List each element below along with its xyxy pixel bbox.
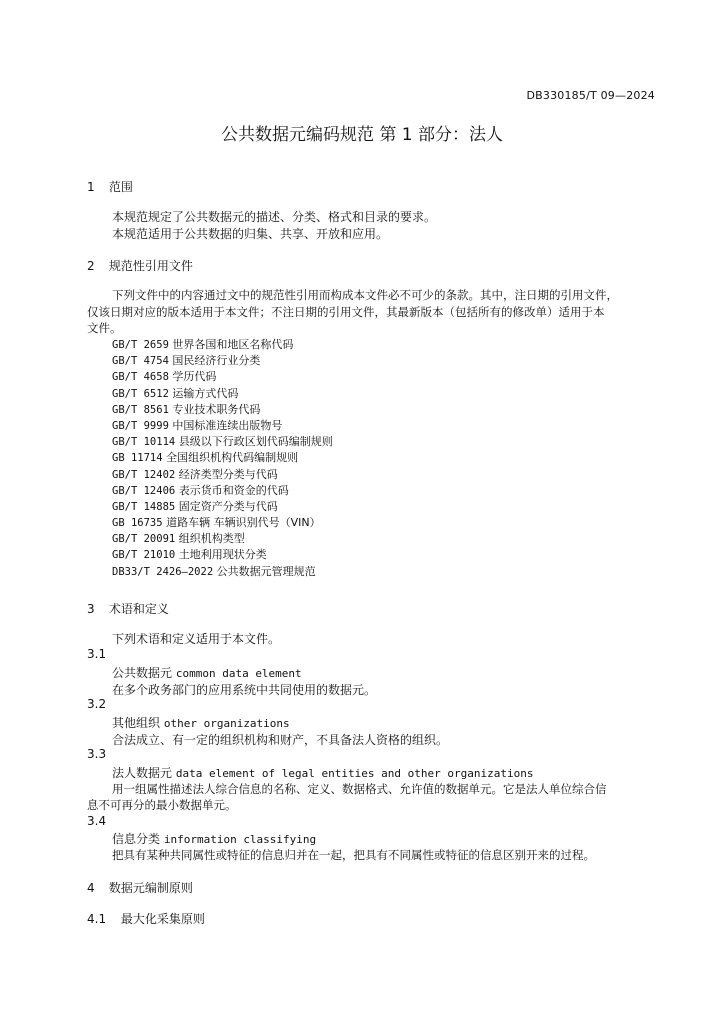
section-title: 范围 [108,180,133,194]
section-number: 4 [87,881,95,895]
term-number: 3.3 [87,747,107,761]
term-title [112,830,316,847]
term-zh: 其他组织 [112,716,161,730]
list-item: GB/T 12402 经济类型分类与代码 [112,467,278,481]
term-en: common data element [175,667,302,680]
list-item: DB33/T 2426—2022 公共数据元管理规范 [112,564,316,578]
list-item: GB/T 2659 世界各国和地区名称代码 [112,338,294,351]
list-item: GB/T 4658 学历代码 [112,370,217,384]
section-title: 规范性引用文件 [108,259,193,273]
term-number: 3.1 [87,647,107,661]
section-1-heading [87,178,133,195]
list-item: GB 11714 全国组织机构代码编制规则 [112,451,299,465]
section-number: 4.1 [87,912,107,926]
term-number: 3.4 [87,814,107,828]
terms-intro: 下列术语和定义适用于本文件。 [112,632,281,646]
term-title [112,764,533,781]
term-en: other organizations [163,717,290,730]
term-definition: 在多个政务部门的应用系统中共同使用的数据元。 [112,683,377,697]
refs-intro-line-2: 仅该日期对应的版本适用于本文件；不注日期的引用文件，其最新版本（包括所有的修改单）适用于本 [87,305,605,319]
list-item: GB/T 14885 固定资产分类与代码 [112,499,278,513]
refs-intro-line-3: 文件。 [87,321,122,335]
term-en: information classifying [163,833,317,846]
page-title: 公共数据元编码规范 第 1 部分：法人 [220,125,504,145]
term-title [112,664,302,681]
section-number: 3 [87,602,95,616]
list-item: GB/T 21010 土地利用现状分类 [112,548,267,562]
term-definition-cont: 息不可再分的最小数据单元。 [87,798,237,812]
list-item: GB/T 10114 县级以下行政区划代码编制规则 [112,435,333,449]
document-code: DB330185/T 09—2024 [526,89,655,102]
section-2-heading [87,257,193,274]
scope-line-2: 本规范适用于公共数据的归集、共享、开放和应用。 [112,227,389,241]
section-number: 1 [87,180,95,194]
term-definition: 用一组属性描述法人综合信息的名称、定义、数据格式、允许值的数据单元。它是法人单位综合信 [112,782,607,796]
term-zh: 信息分类 [112,832,161,846]
list-item: GB 16735 道路车辆 车辆识别代号（VIN） [112,516,321,530]
section-4-heading [87,879,193,896]
term-zh: 法人数据元 [112,766,173,780]
section-4-1-heading [87,910,205,927]
section-3-heading [87,600,169,617]
list-item: GB/T 4754 国民经济行业分类 [112,354,261,368]
list-item: GB/T 6512 运输方式代码 [112,386,239,400]
term-number: 3.2 [87,697,107,711]
term-definition: 合法成立、有一定的组织机构和财产，不具备法人资格的组织。 [112,733,449,747]
list-item: GB/T 9999 中国标准连续出版物号 [112,418,283,432]
list-item: GB/T 20091 组织机构类型 [112,532,245,546]
section-number: 2 [87,259,95,273]
scope-line-1: 本规范规定了公共数据元的描述、分类、格式和目录的要求。 [112,210,437,224]
section-title: 术语和定义 [108,602,169,616]
refs-intro-line-1: 下列文件中的内容通过文中的规范性引用而构成本文件必不可少的条款。其中，注日期的引用文件， [112,288,618,302]
term-definition: 把具有某种共同属性或特征的信息归并在一起，把具有不同属性或特征的信息区别开来的过程。 [112,848,595,862]
list-item: GB/T 12406 表示货币和资金的代码 [112,483,289,497]
term-en: data element of legal entities and other organizations [175,767,534,780]
section-title: 最大化采集原则 [120,912,205,926]
list-item: GB/T 8561 专业技术职务代码 [112,402,261,416]
section-title: 数据元编制原则 [108,881,193,895]
term-title [112,714,290,731]
normative-references-list [112,337,333,580]
term-zh: 公共数据元 [112,666,173,680]
